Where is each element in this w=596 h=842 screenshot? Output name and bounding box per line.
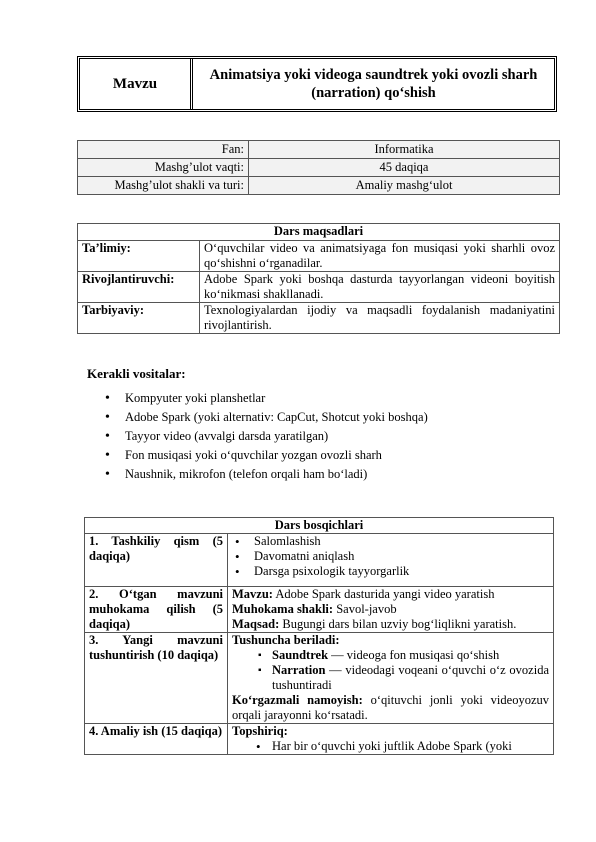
muhokama-text: Savol-javob — [333, 602, 397, 616]
list-item: • Darsga psixologik tayyorgarlik — [232, 564, 549, 579]
goal-key: Tarbiyaviy: — [78, 303, 200, 334]
goal-value: O‘quvchilar video va animatsiyaga fon musiqasi yoki sharhli ovoz qo‘shishni o‘rganadilar. — [200, 241, 560, 272]
steps-heading: Dars bosqichlari — [85, 518, 554, 534]
definition: — videodagi voqeani o‘quvchi o‘z ovozida tushuntiradi — [272, 663, 549, 692]
topic-label: Mavzu — [80, 59, 193, 109]
step-content — [228, 633, 554, 724]
step-title: 3. Yangi mavzuni tushuntirish (10 daqiqa) — [85, 633, 228, 724]
table-row — [78, 141, 560, 159]
tools-heading: Kerakli vositalar: — [87, 366, 186, 381]
mavzu-text: Adobe Spark dasturida yangi video yaratish — [272, 587, 495, 601]
info-value: 45 daqiqa — [249, 159, 560, 177]
topic-header — [77, 56, 557, 112]
concept-intro: Tushuncha beriladi: — [232, 633, 340, 647]
lesson-steps-table — [84, 517, 554, 755]
step-content — [228, 587, 554, 633]
lesson-goals-table — [77, 223, 560, 334]
goal-key: Rivojlantiruvchi: — [78, 272, 200, 303]
table-row — [85, 518, 554, 534]
step-title: 4. Amaliy ish (15 daqiqa) — [85, 724, 228, 755]
maqsad-label: Maqsad: — [232, 617, 280, 631]
goal-value: Texnologiyalardan ijodiy va maqsadli foydalanish madaniyatini rivojlantirish. — [200, 303, 560, 334]
list-item — [232, 648, 549, 663]
info-value: Amaliy mashg‘ulot — [249, 177, 560, 195]
list-item: • Salomlashish — [232, 534, 549, 549]
list-item: • Har bir o‘quvchi yoki juftlik Adobe Spark (yoki — [232, 739, 549, 754]
table-row — [85, 534, 554, 587]
demo-text: o‘qituvchi jonli yoki videoyozuv orqali jarayonni ko‘rsatadi. — [232, 693, 549, 722]
term-narration: Narration — [272, 663, 326, 677]
definition: — videoga fon musiqasi qo‘shish — [328, 648, 500, 662]
list-item — [232, 663, 549, 693]
info-key: Mashg’ulot shakli va turi: — [78, 177, 249, 195]
step-title: 1. Tashkiliy qism (5 daqiqa) — [85, 534, 228, 587]
table-row — [78, 241, 560, 272]
maqsad-text: Bugungi dars bilan uzviy bog‘liqlikni yaratish. — [279, 617, 517, 631]
info-key: Fan: — [78, 141, 249, 159]
list-item: • Adobe Spark (yoki alternativ: CapCut, Shotcut yoki boshqa) — [101, 408, 428, 427]
muhokama-label: Muhokama shakli: — [232, 602, 334, 616]
list-item: • Fon musiqasi yoki o‘quvchilar yozgan ovozli sharh — [101, 446, 428, 465]
table-row — [85, 587, 554, 633]
list-item: • Tayyor video (avvalgi darsda yaratilgan) — [101, 427, 428, 446]
list-item: • Davomatni aniqlash — [232, 549, 549, 564]
step-content — [228, 534, 554, 587]
tools-list — [101, 389, 428, 484]
table-row — [85, 724, 554, 755]
term-saundtrek: Saundtrek — [272, 648, 329, 662]
step-content — [228, 724, 554, 755]
demo-label: Ko‘rgazmali namoyish: — [232, 693, 363, 707]
step-title: 2. O‘tgan mavzuni muhokama qilish (5 daqiqa) — [85, 587, 228, 633]
goal-key: Ta’limiy: — [78, 241, 200, 272]
table-row — [85, 633, 554, 724]
info-key: Mashg’ulot vaqti: — [78, 159, 249, 177]
table-row — [78, 224, 560, 241]
list-item: • Kompyuter yoki planshetlar — [101, 389, 428, 408]
mavzu-label: Mavzu: — [232, 587, 273, 601]
goals-heading: Dars maqsadlari — [78, 224, 560, 241]
list-item: • Naushnik, mikrofon (telefon orqali ham bo‘ladi) — [101, 465, 428, 484]
table-row — [78, 272, 560, 303]
table-row — [78, 177, 560, 195]
goal-value: Adobe Spark yoki boshqa dasturda tayyorlangan videoni boyitish ko‘nikmasi shakllanadi. — [200, 272, 560, 303]
info-value: Informatika — [249, 141, 560, 159]
task-label: Topshiriq: — [232, 724, 288, 738]
lesson-info-table — [77, 140, 560, 195]
table-row — [78, 303, 560, 334]
topic-title: Animatsiya yoki videoga saundtrek yoki ovozli sharh (narration) qo‘shish — [209, 67, 538, 101]
table-row — [78, 159, 560, 177]
